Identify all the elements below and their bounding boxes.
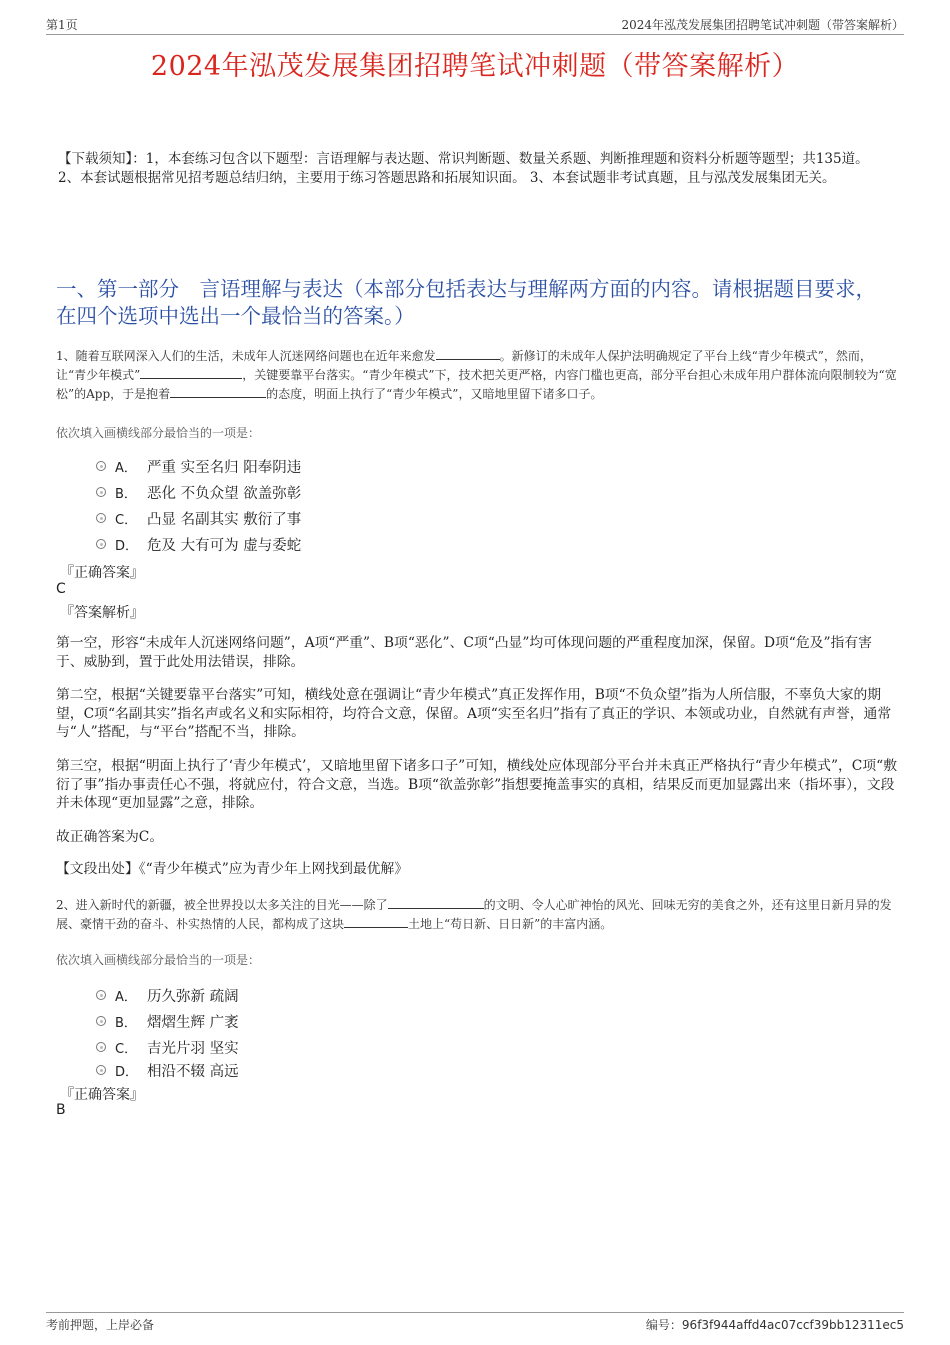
option-text: 严重 实至名归 阳奉阴违 (147, 459, 302, 476)
download-notice: 【下载须知】：1，本套练习包含以下题型：言语理解与表达题、常识判断题、数量关系题、判断推理题和资料分析题等题型；共135道。 2、本套试题根据常见招考题总结归纳，主要用于练习答题思路和拓展知识面。 3、本套试题非考试真题，且与泓茂发展集团无关。 (58, 151, 869, 186)
fill-blank (170, 385, 266, 398)
section-heading: 一、第一部分 言语理解与表达（本部分包括表达与理解两方面的内容。请根据题目要求，在四个选项中选出一个最恰当的答案。） (56, 277, 876, 328)
radio-icon[interactable] (96, 513, 106, 523)
correct-answer-value: B (56, 1102, 66, 1118)
footer-slogan: 考前押题，上岸必备 (46, 1318, 155, 1332)
correct-answer-label: 『正确答案』 (60, 1087, 144, 1103)
question-2-prompt: 依次填入画横线部分最恰当的一项是： (56, 953, 261, 967)
option-letter: B． (115, 1015, 137, 1031)
q1-stem-part: ，关键要靠平台落实。“青少年模式”下，技术把关更严格，内容门槛也更高，部分平台担心未成年用户群体流向限制较为“宽松”的App，于是抱着 (56, 368, 897, 401)
q1-stem-part: 。新修订的未成年人保护法明确规定了平台上线“青少年模式”，然而，让“青少年模式” (56, 349, 872, 382)
option-letter: C． (115, 1041, 138, 1057)
radio-icon[interactable] (96, 539, 106, 549)
option-text: 吉光片羽 坚实 (147, 1040, 239, 1057)
page-footer (46, 1312, 904, 1333)
correct-answer-label: 『正确答案』 (60, 565, 144, 581)
radio-icon[interactable] (96, 1065, 106, 1075)
footer-code (646, 1316, 904, 1333)
header-doc-title: 2024年泓茂发展集团招聘笔试冲刺题（带答案解析） (621, 18, 904, 32)
option-d[interactable] (96, 531, 301, 557)
option-text: 恶化 不负众望 欲盖弥彰 (147, 485, 302, 502)
option-b[interactable] (96, 1008, 239, 1034)
option-c[interactable] (96, 505, 301, 531)
option-a[interactable] (96, 453, 301, 479)
radio-icon[interactable] (96, 487, 106, 497)
option-a[interactable] (96, 982, 239, 1008)
source-citation: 【文段出处】《“青少年模式”应为青少年上网找到最优解》 (56, 861, 409, 877)
fill-blank (140, 366, 242, 379)
analysis-paragraph-1: 第一空，形容“未成年人沉迷网络问题”，A项“严重”、B项“恶化”、C项“凸显”均可体现问题的严重程度加深，保留。D项“危及”指有害于、威胁到，置于此处用法错误，排除。 (56, 635, 872, 670)
page-header (46, 14, 904, 35)
analysis-paragraph-3: 第三空，根据“明面上执行了‘青少年模式’，又暗地里留下诸多口子”可知，横线处应体现部分平台并未真正严格执行“青少年模式”，C项“敷衍了事”指办事责任心不强，将就应付，符合文意，当选。B项“欲盖弥彰”指想要掩盖事实的真相，结果反而更加显露出来（指坏事），文段并未体现“更加显露”之意，排除。 (56, 758, 898, 811)
radio-icon[interactable] (96, 461, 106, 471)
question-1-prompt: 依次填入画横线部分最恰当的一项是： (56, 426, 261, 440)
code-value: 96f3f944affd4ac07ccf39bb12311ec5 (681, 1318, 904, 1332)
question-2-stem (56, 896, 898, 934)
page-number: 第1页 (46, 18, 78, 32)
radio-icon[interactable] (96, 990, 106, 1000)
option-text: 危及 大有可为 虚与委蛇 (147, 537, 302, 554)
radio-icon[interactable] (96, 1042, 106, 1052)
option-letter: B． (115, 486, 137, 502)
fill-blank (344, 915, 408, 928)
option-text: 熠熠生辉 广袤 (147, 1014, 239, 1031)
document-title: 2024年泓茂发展集团招聘笔试冲刺题（带答案解析） (150, 51, 800, 82)
option-text: 历久弥新 疏阔 (147, 988, 239, 1005)
option-c[interactable] (96, 1034, 239, 1060)
option-letter: D． (115, 538, 139, 554)
option-letter: A． (115, 460, 137, 476)
q1-stem-part: 的态度，明面上执行了“青少年模式”，又暗地里留下诸多口子。 (266, 387, 603, 401)
fill-blank (436, 347, 500, 360)
q2-stem-part: 的文明、令人心旷神怡的风光、回味无穷的美食之外，还有这里日新月异的发展、豪情干劲的奋斗、朴实热情的人民，都构成了这块 (56, 898, 892, 931)
question-2-options (96, 982, 239, 1080)
correct-answer-value: C (56, 581, 66, 597)
option-letter: D． (115, 1064, 139, 1080)
option-text: 凸显 名副其实 敷衍了事 (147, 511, 302, 528)
option-b[interactable] (96, 479, 301, 505)
q2-stem-part: 2、进入新时代的新疆，被全世界投以太多关注的目光——除了 (56, 898, 388, 912)
code-label: 编号： (645, 1318, 682, 1332)
option-letter: A． (115, 989, 137, 1005)
analysis-label: 『答案解析』 (60, 605, 144, 621)
q2-stem-part: 土地上“苟日新、日日新”的丰富内涵。 (408, 917, 613, 931)
option-letter: C． (115, 512, 138, 528)
fill-blank (388, 896, 484, 909)
radio-icon[interactable] (96, 1016, 106, 1026)
option-text: 相沿不辍 高远 (147, 1063, 239, 1080)
analysis-paragraph-2: 第二空，根据“关键要靠平台落实”可知，横线处意在强调让“青少年模式”真正发挥作用，B项“不负众望”指为人所信服，不辜负大家的期望，C项“名副其实”指名声或名义和实际相符，均符合文意，保留。A项“实至名归”指有了真正的学识、本领或功业，自然就有声誉，通常与“人”搭配，与“平台”搭配不当，排除。 (56, 687, 892, 740)
option-d[interactable] (96, 1060, 239, 1080)
analysis-conclusion: 故正确答案为C。 (56, 829, 164, 845)
q1-stem-part: 1、随着互联网深入人们的生活，未成年人沉迷网络问题也在近年来愈发 (56, 349, 436, 363)
question-1-stem (56, 347, 898, 404)
question-1-options (96, 453, 301, 557)
